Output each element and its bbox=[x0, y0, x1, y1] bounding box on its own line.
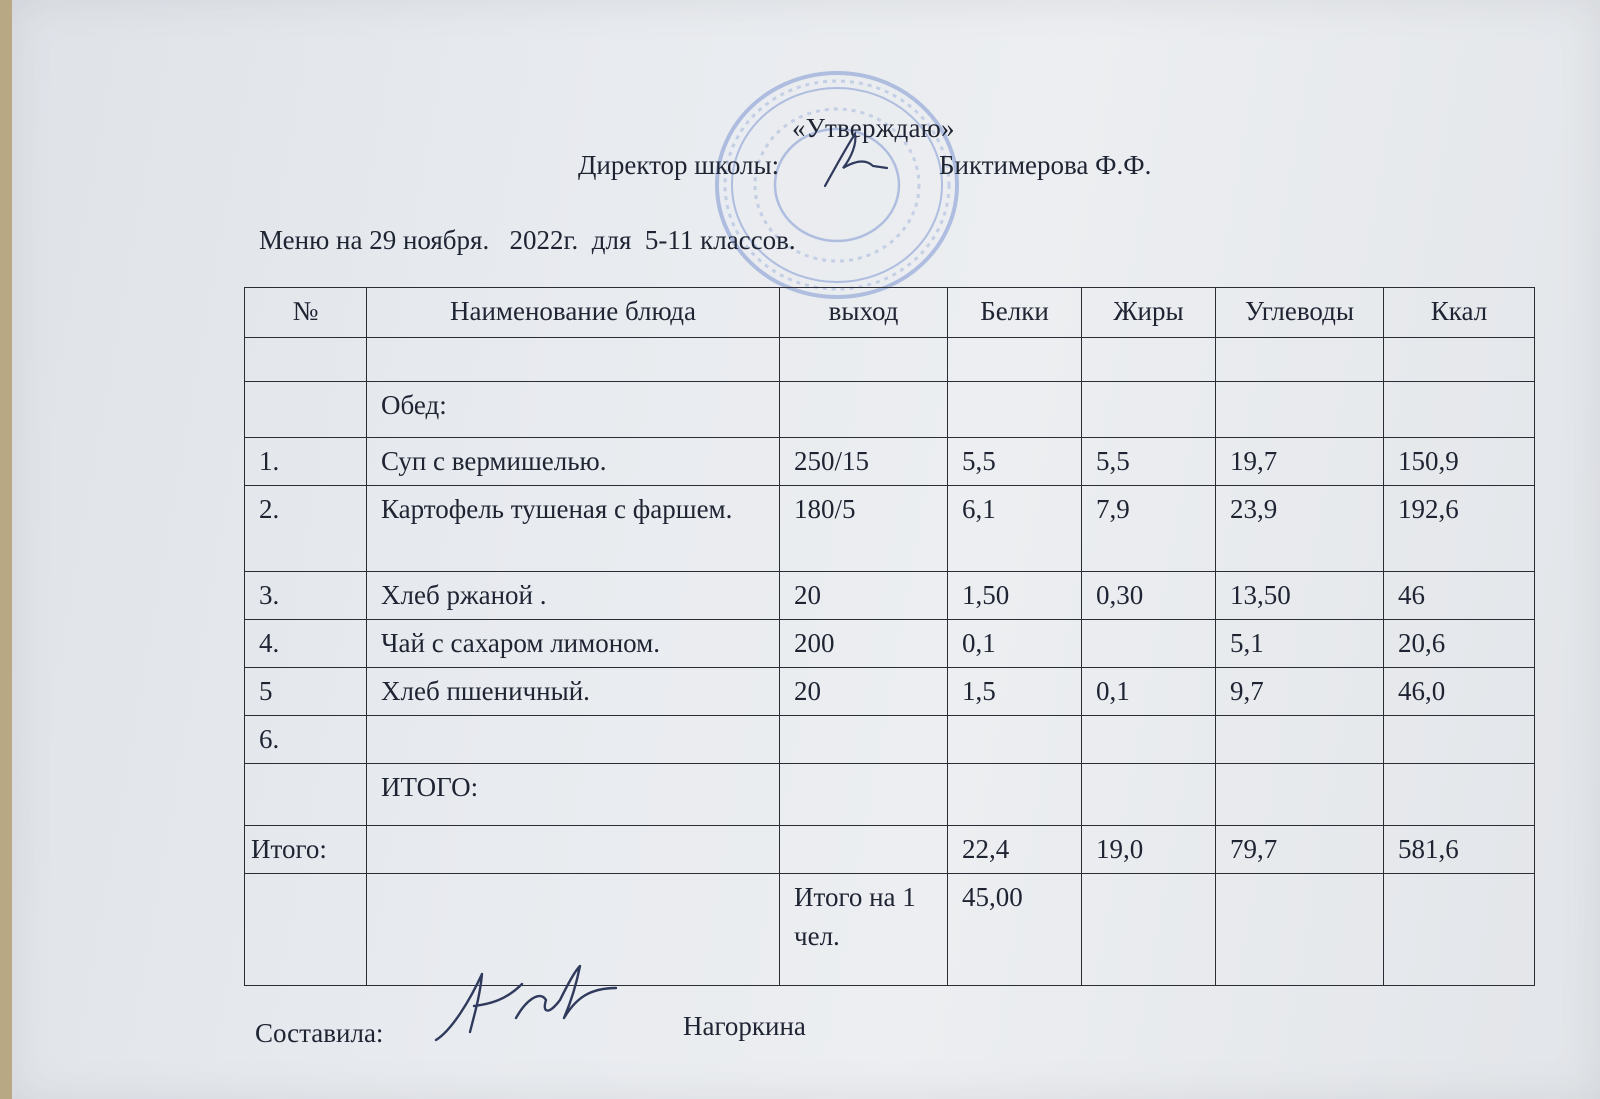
cell-output bbox=[780, 338, 948, 382]
cell-protein: 1,50 bbox=[948, 572, 1082, 620]
cell-kcal bbox=[1384, 874, 1535, 986]
cell-number bbox=[245, 874, 367, 986]
col-header-fat: Жиры bbox=[1082, 288, 1216, 338]
col-header-dish: Наименование блюда bbox=[367, 288, 780, 338]
cell-dish: ИТОГО: bbox=[367, 764, 780, 826]
cell-protein bbox=[948, 382, 1082, 438]
cell-fat bbox=[1082, 716, 1216, 764]
cell-fat bbox=[1082, 338, 1216, 382]
cell-protein bbox=[948, 764, 1082, 826]
table-row bbox=[245, 716, 1535, 764]
menu-title: Меню на 29 ноября. 2022г. для 5-11 классов. bbox=[259, 225, 796, 255]
director-line bbox=[578, 150, 1152, 181]
cell-protein: 22,4 bbox=[948, 826, 1082, 874]
cell-number: 4. bbox=[245, 620, 367, 668]
table-row bbox=[245, 764, 1535, 826]
col-header-kcal: Ккал bbox=[1384, 288, 1535, 338]
cell-kcal: 46,0 bbox=[1384, 668, 1535, 716]
cell-fat bbox=[1082, 620, 1216, 668]
cell-carbs bbox=[1216, 338, 1384, 382]
director-label: Директор школы: bbox=[578, 150, 780, 180]
cell-output: 200 bbox=[780, 620, 948, 668]
cell-carbs bbox=[1216, 874, 1384, 986]
table-row bbox=[245, 620, 1535, 668]
approval-heading: «Утверждаю» bbox=[792, 113, 955, 143]
director-name: Биктимерова Ф.Ф. bbox=[939, 150, 1152, 180]
cell-output: 180/5 bbox=[780, 486, 948, 572]
cell-output: 20 bbox=[780, 668, 948, 716]
col-header-number: № bbox=[245, 288, 367, 338]
col-header-carbs: Углеводы bbox=[1216, 288, 1384, 338]
cell-kcal bbox=[1384, 716, 1535, 764]
table-row bbox=[245, 438, 1535, 486]
cell-carbs: 9,7 bbox=[1216, 668, 1384, 716]
table-row bbox=[245, 486, 1535, 572]
cell-output bbox=[780, 826, 948, 874]
cell-number: 3. bbox=[245, 572, 367, 620]
document-page bbox=[12, 0, 1600, 1099]
cell-carbs: 79,7 bbox=[1216, 826, 1384, 874]
cell-number: 1. bbox=[245, 438, 367, 486]
cell-dish bbox=[367, 826, 780, 874]
cell-kcal: 20,6 bbox=[1384, 620, 1535, 668]
cell-protein: 5,5 bbox=[948, 438, 1082, 486]
cell-per-person-label: Итого на 1 чел. bbox=[780, 874, 948, 986]
cell-carbs bbox=[1216, 764, 1384, 826]
school-seal-stamp bbox=[702, 60, 972, 310]
cell-kcal: 581,6 bbox=[1384, 826, 1535, 874]
cell-dish: Суп с вермишелью. bbox=[367, 438, 780, 486]
menu-table bbox=[244, 287, 1535, 986]
cell-fat: 7,9 bbox=[1082, 486, 1216, 572]
cell-fat: 5,5 bbox=[1082, 438, 1216, 486]
cell-dish bbox=[367, 874, 780, 986]
table-header-row bbox=[245, 288, 1535, 338]
cell-protein: 1,5 bbox=[948, 668, 1082, 716]
cell-carbs: 19,7 bbox=[1216, 438, 1384, 486]
cell-kcal: 192,6 bbox=[1384, 486, 1535, 572]
cell-number: 5 bbox=[245, 668, 367, 716]
cell-kcal bbox=[1384, 764, 1535, 826]
cell-number: 2. bbox=[245, 486, 367, 572]
cell-output bbox=[780, 382, 948, 438]
cell-fat: 0,30 bbox=[1082, 572, 1216, 620]
cell-number bbox=[245, 764, 367, 826]
cell-carbs bbox=[1216, 716, 1384, 764]
cell-output bbox=[780, 764, 948, 826]
cell-total-label: Итого: bbox=[245, 826, 367, 874]
cell-fat bbox=[1082, 382, 1216, 438]
cell-kcal: 46 bbox=[1384, 572, 1535, 620]
cell-dish bbox=[367, 716, 780, 764]
cell-protein: 0,1 bbox=[948, 620, 1082, 668]
cell-dish bbox=[367, 338, 780, 382]
cell-fat: 0,1 bbox=[1082, 668, 1216, 716]
cell-fat bbox=[1082, 874, 1216, 986]
table-row-total bbox=[245, 826, 1535, 874]
cell-dish: Хлеб ржаной . bbox=[367, 572, 780, 620]
cell-output: 20 bbox=[780, 572, 948, 620]
cell-dish: Чай с сахаром лимоном. bbox=[367, 620, 780, 668]
cell-fat bbox=[1082, 764, 1216, 826]
cell-dish: Хлеб пшеничный. bbox=[367, 668, 780, 716]
compiled-by-name: Нагоркина bbox=[683, 1011, 806, 1041]
table-row-per-person bbox=[245, 874, 1535, 986]
cell-kcal: 150,9 bbox=[1384, 438, 1535, 486]
cell-number: 6. bbox=[245, 716, 367, 764]
cell-dish: Обед: bbox=[367, 382, 780, 438]
table-row bbox=[245, 338, 1535, 382]
col-header-output: выход bbox=[780, 288, 948, 338]
table-row bbox=[245, 668, 1535, 716]
cell-carbs: 13,50 bbox=[1216, 572, 1384, 620]
cell-output bbox=[780, 716, 948, 764]
compiled-by-label: Составила: bbox=[255, 1018, 384, 1048]
cell-kcal bbox=[1384, 382, 1535, 438]
table-row bbox=[245, 572, 1535, 620]
cell-per-person-price: 45,00 bbox=[948, 874, 1082, 986]
cell-kcal bbox=[1384, 338, 1535, 382]
cell-protein bbox=[948, 716, 1082, 764]
table-row bbox=[245, 382, 1535, 438]
cell-carbs bbox=[1216, 382, 1384, 438]
cell-protein bbox=[948, 338, 1082, 382]
cell-dish: Картофель тушеная с фаршем. bbox=[367, 486, 780, 572]
cell-protein: 6,1 bbox=[948, 486, 1082, 572]
cell-output: 250/15 bbox=[780, 438, 948, 486]
cell-number bbox=[245, 382, 367, 438]
cell-carbs: 23,9 bbox=[1216, 486, 1384, 572]
cell-number bbox=[245, 338, 367, 382]
cell-carbs: 5,1 bbox=[1216, 620, 1384, 668]
cell-fat: 19,0 bbox=[1082, 826, 1216, 874]
col-header-protein: Белки bbox=[948, 288, 1082, 338]
